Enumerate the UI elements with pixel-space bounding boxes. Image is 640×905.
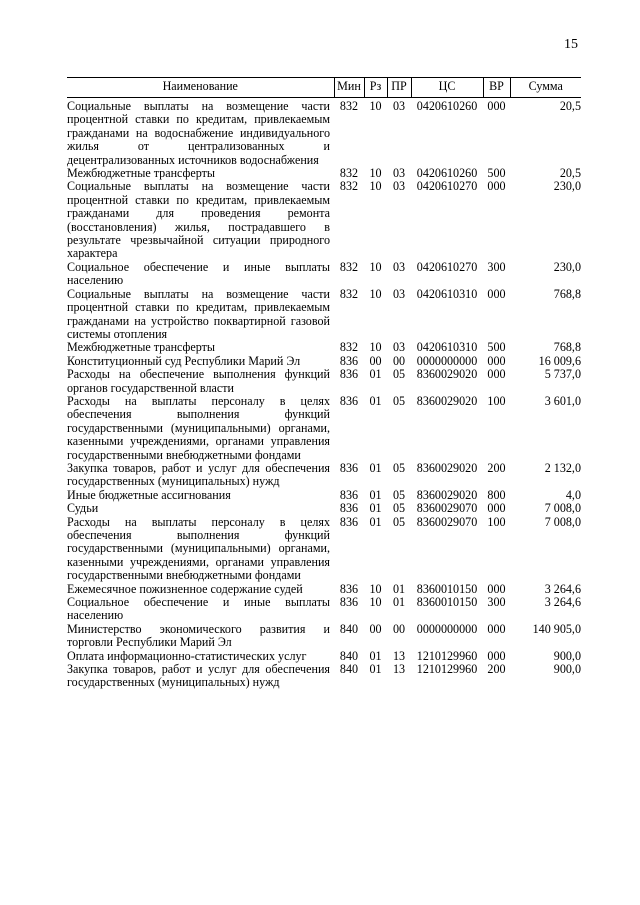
table-row: [67, 167, 581, 180]
row-pr: 01: [392, 595, 406, 610]
row-pr: 05: [392, 487, 406, 502]
row-vr: 000: [487, 353, 506, 368]
row-min: 836: [339, 460, 359, 475]
row-pr: 05: [392, 393, 406, 408]
table-row: [67, 341, 581, 354]
row-sum: 768,8: [553, 340, 581, 355]
row-cs: 8360029020: [416, 393, 478, 408]
row-cs: 0420610260: [416, 166, 478, 181]
row-cs: 8360029070: [416, 514, 478, 529]
row-pr: 03: [392, 286, 406, 301]
row-pr: 00: [392, 621, 406, 636]
row-pr: 03: [392, 166, 406, 181]
row-rz: 10: [369, 581, 382, 596]
row-vr: 300: [487, 259, 506, 274]
row-vr: 000: [487, 621, 506, 636]
row-pr: 03: [392, 179, 406, 194]
table-body: [67, 98, 581, 690]
header-row: [67, 78, 581, 98]
row-sum: 230,0: [553, 259, 581, 274]
row-cs: 8360029020: [416, 367, 478, 382]
row-min: 836: [339, 514, 359, 529]
row-rz: 10: [369, 99, 382, 113]
header-name: Наименование: [67, 78, 334, 98]
row-vr: 200: [487, 460, 506, 475]
table-row: [67, 489, 581, 502]
table-header: [67, 78, 581, 98]
row-sum: 20,5: [559, 166, 581, 181]
row-cs: 0420610310: [416, 286, 478, 301]
row-min: 836: [339, 487, 359, 502]
row-name: Расходы на выплаты персоналу в целях обеспечения выполнения функций государственными (муниципальными) органами, казенными учреждениями, органами управления государственными внебюджетными фондами: [67, 514, 330, 583]
row-pr: 03: [392, 340, 406, 355]
table-row: [67, 180, 581, 260]
row-min: 840: [339, 662, 359, 677]
row-sum: 3 601,0: [544, 393, 581, 408]
row-sum: 3 264,6: [544, 595, 581, 610]
row-name: Судьи: [67, 501, 99, 516]
row-cs: 8360029020: [416, 487, 478, 502]
row-sum: 5 737,0: [544, 367, 581, 382]
row-name: Межбюджетные трансферты: [67, 340, 216, 355]
row-pr: 13: [392, 648, 406, 663]
row-sum: 768,8: [553, 286, 581, 301]
row-cs: 8360029070: [416, 501, 478, 516]
row-vr: 000: [487, 581, 506, 596]
row-min: 832: [339, 340, 359, 355]
table-row: [67, 462, 581, 489]
row-cs: 8360010150: [416, 595, 478, 610]
row-name: Министерство экономического развития и торговли Республики Марий Эл: [67, 621, 330, 650]
row-min: 836: [339, 353, 359, 368]
row-vr: 800: [487, 487, 506, 502]
row-name: Иные бюджетные ассигнования: [67, 487, 231, 502]
row-rz: 01: [369, 648, 382, 663]
row-sum: 7 008,0: [544, 501, 581, 516]
row-name: Расходы на обеспечение выполнения функций органов государственной власти: [67, 367, 330, 395]
row-name: Социальные выплаты на возмещение части процентной ставки по кредитам, привлекаемым гражданами на водоснабжение индивидуального жилья от централизованных и децентрализованных источников водоснабжения: [67, 99, 330, 167]
row-cs: 0420610270: [416, 259, 478, 274]
row-name: Оплата информационно-статистических услуг: [67, 648, 307, 663]
row-rz: 10: [369, 259, 382, 274]
row-cs: 1210129960: [416, 648, 478, 663]
row-sum: 900,0: [553, 662, 581, 677]
row-name: Социальное обеспечение и иные выплаты населению: [67, 595, 330, 623]
header-rz: Рз: [364, 78, 387, 98]
row-vr: 000: [487, 367, 506, 382]
row-cs: 8360010150: [416, 581, 478, 596]
row-min: 836: [339, 367, 359, 382]
row-pr: 01: [392, 581, 406, 596]
row-vr: 100: [487, 514, 506, 529]
row-pr: 05: [392, 514, 406, 529]
row-cs: 1210129960: [416, 662, 478, 677]
table-row: [67, 596, 581, 623]
row-pr: 05: [392, 367, 406, 382]
row-pr: 03: [392, 99, 406, 113]
table-row: [67, 502, 581, 515]
table-row: [67, 583, 581, 596]
row-vr: 500: [487, 166, 506, 181]
row-pr: 05: [392, 501, 406, 516]
table-row: [67, 261, 581, 288]
row-rz: 01: [369, 487, 382, 502]
row-name: Ежемесячное пожизненное содержание судей: [67, 581, 303, 596]
table-row: [67, 650, 581, 663]
row-rz: 01: [369, 514, 382, 529]
row-rz: 01: [369, 367, 382, 382]
row-sum: 230,0: [553, 179, 581, 194]
row-name: Межбюджетные трансферты: [67, 166, 216, 181]
row-vr: 000: [487, 286, 506, 301]
row-pr: 03: [392, 259, 406, 274]
page-number: 15: [564, 37, 578, 52]
row-name: Конституционный суд Республики Марий Эл: [67, 353, 301, 368]
row-pr: 13: [392, 662, 406, 677]
row-cs: 0000000000: [416, 353, 478, 368]
row-vr: 500: [487, 340, 506, 355]
row-cs: 0420610310: [416, 340, 478, 355]
row-vr: 000: [487, 648, 506, 663]
table-row: [67, 395, 581, 462]
row-vr: 000: [487, 99, 506, 113]
header-sum: Сумма: [510, 78, 581, 98]
row-rz: 10: [369, 286, 382, 301]
row-name: Закупка товаров, работ и услуг для обеспечения государственных (муниципальных) нужд: [67, 662, 330, 690]
row-min: 832: [339, 259, 359, 274]
budget-table: [67, 77, 581, 690]
row-rz: 01: [369, 501, 382, 516]
row-sum: 2 132,0: [544, 460, 581, 475]
row-vr: 100: [487, 393, 506, 408]
row-rz: 10: [369, 166, 382, 181]
table-row: [67, 516, 581, 583]
header-pr: ПР: [387, 78, 411, 98]
row-sum: 20,5: [559, 99, 581, 113]
row-pr: 05: [392, 460, 406, 475]
row-name: Закупка товаров, работ и услуг для обеспечения государственных (муниципальных) нужд: [67, 460, 330, 489]
table-row: [67, 288, 581, 342]
table-row: [67, 98, 581, 168]
row-vr: 200: [487, 662, 506, 677]
row-rz: 01: [369, 460, 382, 475]
row-vr: 000: [487, 179, 506, 194]
row-cs: 0420610270: [416, 179, 478, 194]
row-pr: 00: [392, 353, 406, 368]
row-name: Социальные выплаты на возмещение части процентной ставки по кредитам, привлекаемым гражданами для проведения ремонта (восстановления) жилья, пострадавшего в результате чрезвычайной ситуации природного характера: [67, 179, 330, 261]
row-cs: 8360029020: [416, 460, 478, 475]
row-name: Социальные выплаты на возмещение части процентной ставки по кредитам, привлекаемым гражданами на устройство поквартирной газовой системы отопления: [67, 286, 330, 341]
row-min: 832: [339, 179, 359, 194]
row-rz: 10: [369, 595, 382, 610]
row-sum: 4,0: [565, 487, 581, 502]
row-sum: 900,0: [553, 648, 581, 663]
header-min: Мин: [334, 78, 364, 98]
row-vr: 300: [487, 595, 506, 610]
row-min: 840: [339, 621, 359, 636]
table-row: [67, 368, 581, 395]
row-vr: 000: [487, 501, 506, 516]
row-min: 832: [339, 166, 359, 181]
row-cs: 0420610260: [416, 99, 478, 113]
row-rz: 01: [369, 393, 382, 408]
table-row: [67, 355, 581, 368]
row-rz: 10: [369, 179, 382, 194]
row-min: 836: [339, 595, 359, 610]
row-sum: 140 905,0: [532, 621, 581, 636]
row-min: 836: [339, 581, 359, 596]
row-rz: 01: [369, 662, 382, 677]
row-min: 832: [339, 99, 359, 113]
row-min: 836: [339, 501, 359, 516]
header-vr: ВР: [483, 78, 510, 98]
row-min: 832: [339, 286, 359, 301]
row-sum: 16 009,6: [538, 353, 581, 368]
row-rz: 00: [369, 353, 382, 368]
row-rz: 10: [369, 340, 382, 355]
row-min: 840: [339, 648, 359, 663]
table-row: [67, 663, 581, 690]
row-cs: 0000000000: [416, 621, 478, 636]
row-sum: 3 264,6: [544, 581, 581, 596]
row-rz: 00: [369, 621, 382, 636]
table-row: [67, 623, 581, 650]
row-sum: 7 008,0: [544, 514, 581, 529]
row-min: 836: [339, 393, 359, 408]
row-name: Расходы на выплаты персоналу в целях обеспечения выполнения функций государственными (муниципальными) органами, казенными учреждениями, органами управления государственными внебюджетными фондами: [67, 393, 330, 462]
row-name: Социальное обеспечение и иные выплаты населению: [67, 259, 330, 288]
header-cs: ЦС: [411, 78, 483, 98]
